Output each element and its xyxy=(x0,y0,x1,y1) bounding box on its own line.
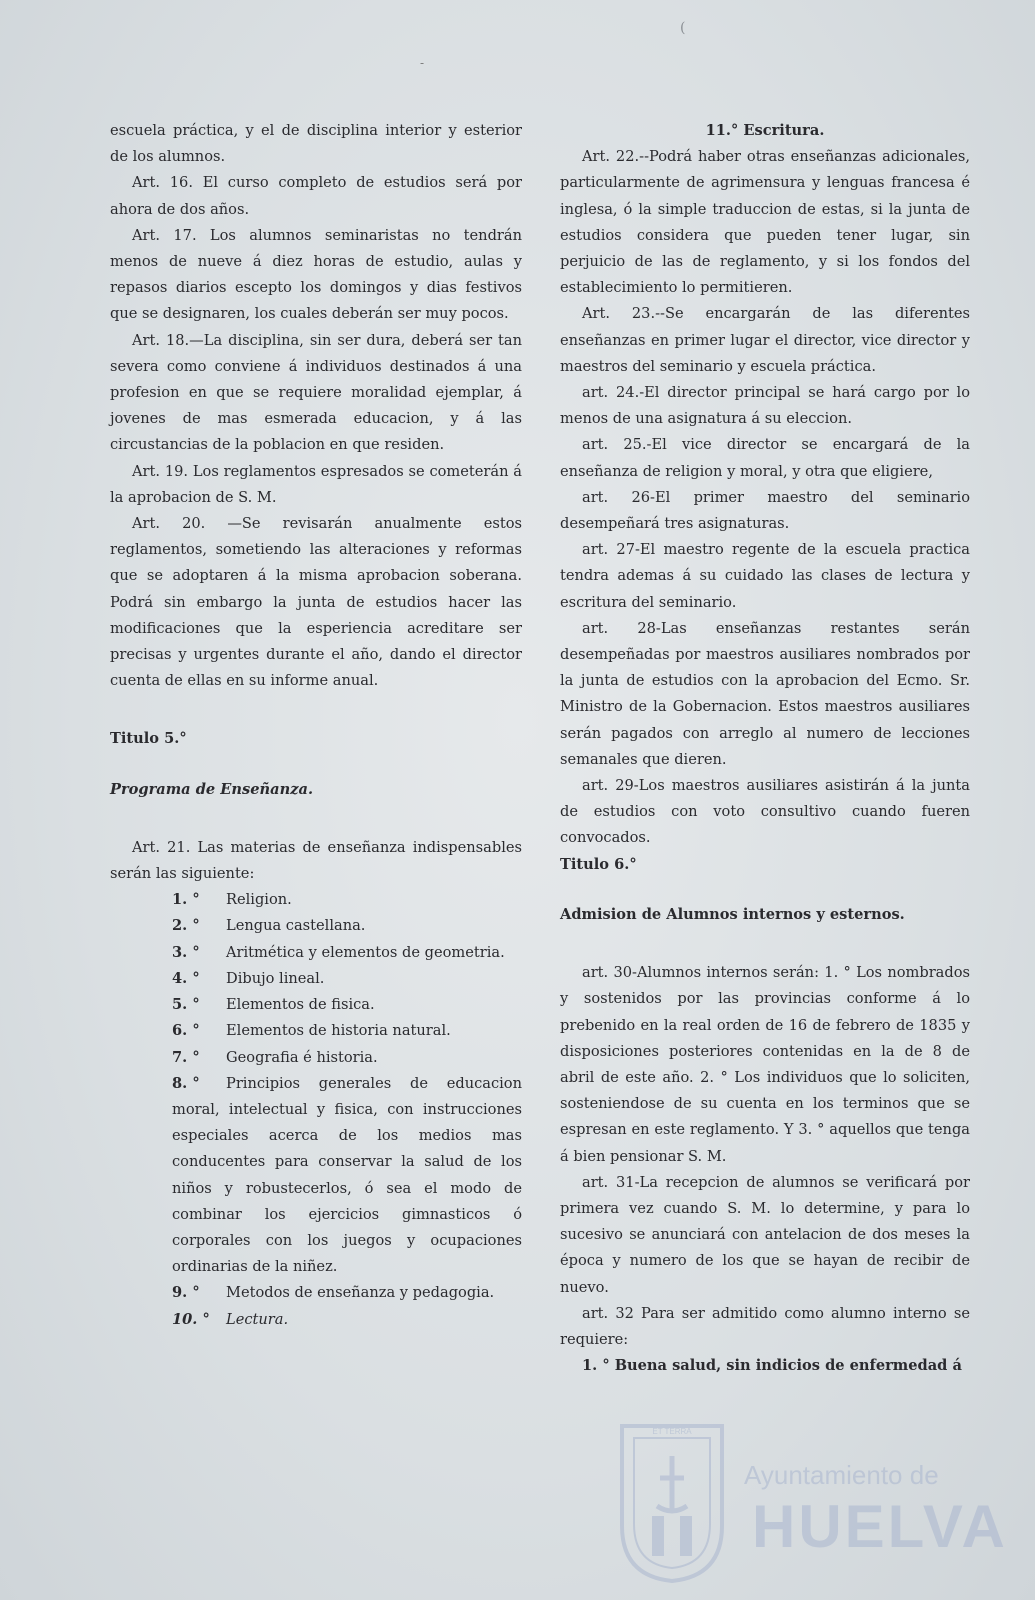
list-item: 10. ° Lectura. xyxy=(172,1310,289,1328)
article-21: Art. 21. Las materias de enseñanza indispensables serán las siguiente: xyxy=(110,838,522,883)
list-item: 7. ° Geografia é historia. xyxy=(172,1048,378,1066)
page-top-dash: - xyxy=(420,56,425,70)
article-17: Art. 17. Los alumnos seminaristas no tendrán menos de nueve á diez horas de estudio, aulas y repasos diarios escepto los domingos y dias festivos que se designaren, los cuales deberán ser muy pocos. xyxy=(110,226,522,323)
list-item: 3. ° Aritmética y elementos de geometria. xyxy=(172,943,505,961)
page-edge-mark: ( xyxy=(680,20,686,36)
item-11-escritura: 11.° Escritura. xyxy=(705,122,825,139)
article-19: Art. 19. Los reglamentos espresados se cometerán á la aprobacion de S. M. xyxy=(110,462,522,506)
article-23: Art. 23.--Se encargarán de las diferentes enseñanzas en primer lugar el director, vice director y maestros del seminario y escuela práctica. xyxy=(560,305,970,375)
article-25: art. 25.-El vice director se encargará de la enseñanza de religion y moral, y otra que eligiere, xyxy=(560,436,970,480)
list-item: 4. ° Dibujo lineal. xyxy=(172,969,325,987)
watermark-line2: HUELVA xyxy=(752,1493,1008,1560)
article-29: art. 29-Los maestros ausiliares asistirán á la junta de estudios con voto consultivo cuando fueren convocados. xyxy=(560,777,970,847)
list-item: 8. ° Principios generales de educacion moral, intelectual y fisica, con instrucciones especiales acerca de los medios mas conducentes para conservar la salud de los niños y robustecerlos, ó sea el modo de combinar los ejercicios gimnasticos ó corporales con los juegos y ocupaciones ordinarias de la niñez. xyxy=(172,1074,522,1276)
paragraph-school-discipline: escuela práctica, y el de disciplina interior y esterior de los alumnos. xyxy=(110,122,522,166)
admision-heading: Admision de Alumnos internos y esternos. xyxy=(560,905,905,923)
subjects-list xyxy=(110,887,522,1332)
svg-text:ET TERRA: ET TERRA xyxy=(652,1427,692,1436)
left-column xyxy=(110,118,522,1333)
article-22: Art. 22.--Podrá haber otras enseñanzas adicionales, particularmente de agrimensura y lenguas francesa é inglesa, ó la simple traduccion de estas, si la junta de estudios considera que pueden tener lugar, sin perjuicio de las de reglamento, y si los fondos del establecimiento lo permitieren. xyxy=(560,148,970,297)
article-27: art. 27-El maestro regente de la escuela practica tendra ademas á su cuidado las clases de lectura y escritura del seminario. xyxy=(560,541,970,611)
article-30: art. 30-Alumnos internos serán: 1. ° Los nombrados y sostenidos por las provincias conforme á lo prebenido en la real orden de 16 de febrero de 1835 y disposiciones posteriores contenidas en la de 8 de abril de este año. 2. ° Los individuos que lo soliciten, sosteniendose de su cuenta en los terminos que se espresan en este reglamento. Y 3. ° aquellos que tenga á bien pensionar S. M. xyxy=(560,964,970,1165)
article-32: art. 32 Para ser admitido como alumno interno se requiere: xyxy=(560,1304,970,1348)
article-31: art. 31-La recepcion de alumnos se verificará por primera vez cuando S. M. lo determine, y para lo sucesivo se anunciará con antelacion de dos meses la época y numero de los que se hayan de recibir de nuevo. xyxy=(560,1173,970,1296)
title-6-heading: Titulo 6.° xyxy=(560,855,637,873)
article-26: art. 26-El primer maestro del seminario desempeñará tres asignaturas. xyxy=(560,488,970,533)
watermark-line1: Ayuntamiento de xyxy=(744,1460,939,1490)
list-item: 6. ° Elementos de historia natural. xyxy=(172,1022,451,1040)
article-16: Art. 16. El curso completo de estudios será por ahora de dos años. xyxy=(110,174,522,218)
requirement-1: 1. ° Buena salud, sin indicios de enfermedad á xyxy=(582,1357,962,1375)
article-20: Art. 20. —Se revisarán anualmente estos reglamentos, sometiendo las alteraciones y reformas que se adoptaren á la misma aprobacion soberana. Podrá sin embargo la junta de estudios hacer las modificaciones que la esperiencia acreditare ser precisas y urgentes durante el año, dando el director cuenta de ellas en su informe anual. xyxy=(110,515,522,690)
huelva-watermark xyxy=(612,1416,1008,1586)
right-column xyxy=(560,118,970,1379)
list-item: 9. ° Metodos de enseñanza y pedagogia. xyxy=(172,1284,495,1302)
article-28: art. 28-Las enseñanzas restantes serán desempeñadas por maestros ausiliares nombrados por la junta de estudios con la aprobacion del Ecmo. Sr. Ministro de la Gobernacion. Estos maestros ausiliares serán pagados con arreglo al numero de lecciones semanales que dieren. xyxy=(560,619,970,768)
list-item: 5. ° Elementos de fisica. xyxy=(172,996,375,1014)
title-5-heading: Titulo 5.° xyxy=(110,730,187,748)
article-24: art. 24.-El director principal se hará cargo por lo menos de una asignatura á su eleccion. xyxy=(560,384,970,428)
huelva-seal-icon xyxy=(612,1416,732,1586)
list-item: 1. ° Religion. xyxy=(172,891,292,909)
list-item: 2. ° Lengua castellana. xyxy=(172,917,366,935)
article-18: Art. 18.—La disciplina, sin ser dura, deberá ser tan severa como conviene á individuos destinados á una profesion en que se requiere moralidad ejemplar, á jovenes de mas esmerada educacion, y á las circustancias de la poblacion en que residen. xyxy=(110,331,522,454)
programa-heading: Programa de Enseñanza. xyxy=(110,780,314,798)
